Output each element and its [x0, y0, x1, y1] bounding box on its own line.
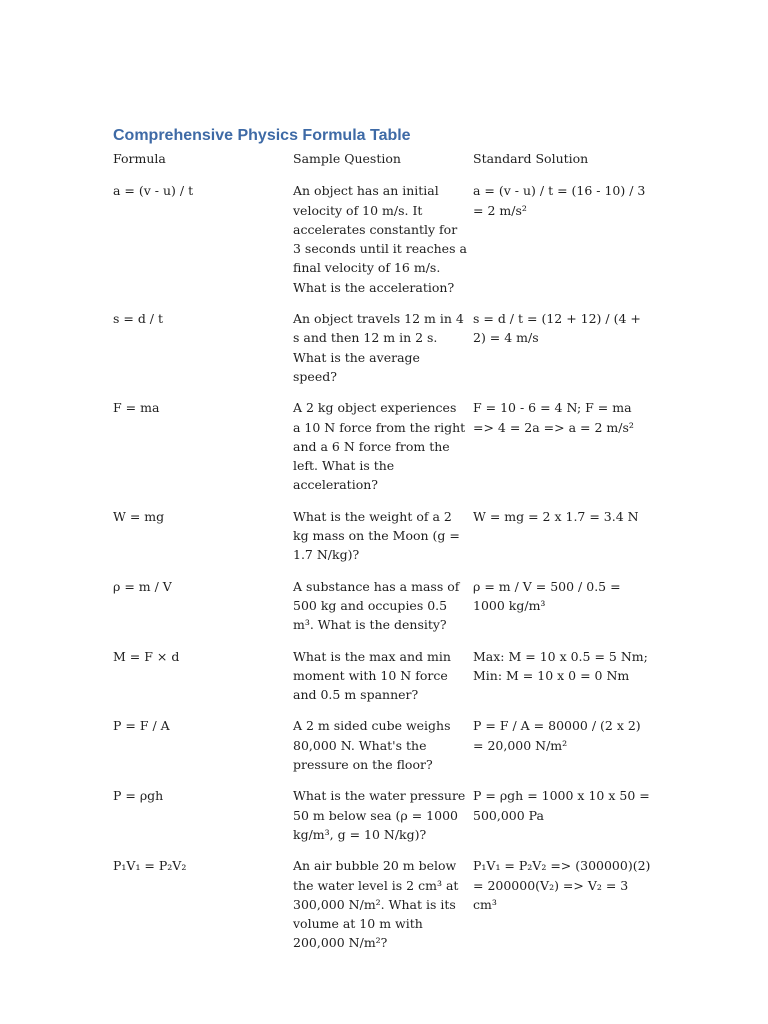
document-page	[113, 126, 653, 965]
solution-cell: Max: M = 10 x 0.5 = 5 Nm; Min: M = 10 x 0 = 0 Nm	[473, 648, 648, 683]
table-row	[113, 309, 653, 398]
table-row	[113, 577, 653, 647]
formula-cell: P = F / A	[113, 718, 170, 734]
question-cell: A 2 kg object experiences a 10 N force from the right and a 6 N force from the left. What is the acceleration?	[293, 400, 466, 493]
formula-cell: M = F × d	[113, 648, 180, 664]
formula-cell: s = d / t	[113, 311, 164, 327]
table-row	[113, 716, 653, 786]
solution-cell: ρ = m / V = 500 / 0.5 = 1000 kg/m³	[473, 578, 621, 613]
solution-cell: a = (v - u) / t = (16 - 10) / 3 = 2 m/s²	[473, 183, 646, 218]
question-cell: A 2 m sided cube weighs 80,000 N. What's the pressure on the floor?	[293, 718, 451, 773]
table-row	[113, 181, 653, 309]
formula-table	[113, 149, 653, 965]
header-standard-solution: Standard Solution	[473, 151, 589, 166]
formula-cell: W = mg	[113, 508, 165, 524]
formula-cell: F = ma	[113, 400, 160, 416]
solution-cell: P₁V₁ = P₂V₂ => (300000)(2) = 200000(V₂) => V₂ = 3 cm³	[473, 858, 651, 912]
solution-cell: P = F / A = 80000 / (2 x 2) = 20,000 N/m²	[473, 718, 641, 753]
table-row	[113, 398, 653, 506]
formula-cell: a = (v - u) / t	[113, 183, 194, 199]
solution-cell: W = mg = 2 x 1.7 = 3.4 N	[473, 508, 639, 524]
page-title: Comprehensive Physics Formula Table	[113, 127, 411, 144]
formula-cell: ρ = m / V	[113, 578, 172, 594]
formula-cell: P = ρgh	[113, 788, 164, 804]
table-row	[113, 786, 653, 856]
solution-cell: F = 10 - 6 = 4 N; F = ma => 4 = 2a => a = 2 m/s²	[473, 400, 634, 435]
solution-cell: P = ρgh = 1000 x 10 x 50 = 500,000 Pa	[473, 788, 650, 823]
question-cell: An object travels 12 m in 4 s and then 12 m in 2 s. What is the average speed?	[293, 311, 464, 384]
header-sample-question: Sample Question	[293, 151, 401, 166]
question-cell: What is the max and min moment with 10 N force and 0.5 m spanner?	[293, 648, 451, 703]
question-cell: An object has an initial velocity of 10 m/s. It accelerates constantly for 3 seconds until it reaches a final velocity of 16 m/s. What is the acceleration?	[293, 183, 467, 295]
question-cell: An air bubble 20 m below the water level is 2 cm³ at 300,000 N/m². What is its volume at 10 m with 200,000 N/m²?	[293, 858, 459, 951]
table-header-row	[113, 149, 653, 181]
header-formula: Formula	[113, 151, 166, 166]
question-cell: What is the water pressure 50 m below sea (ρ = 1000 kg/m³, g = 10 N/kg)?	[293, 788, 466, 842]
table-row	[113, 856, 653, 964]
table-row	[113, 507, 653, 577]
question-cell: A substance has a mass of 500 kg and occupies 0.5 m³. What is the density?	[293, 578, 460, 633]
table-row	[113, 647, 653, 717]
question-cell: What is the weight of a 2 kg mass on the Moon (g = 1.7 N/kg)?	[293, 508, 460, 563]
formula-cell: P₁V₁ = P₂V₂	[113, 858, 187, 874]
solution-cell: s = d / t = (12 + 12) / (4 + 2) = 4 m/s	[473, 311, 641, 346]
